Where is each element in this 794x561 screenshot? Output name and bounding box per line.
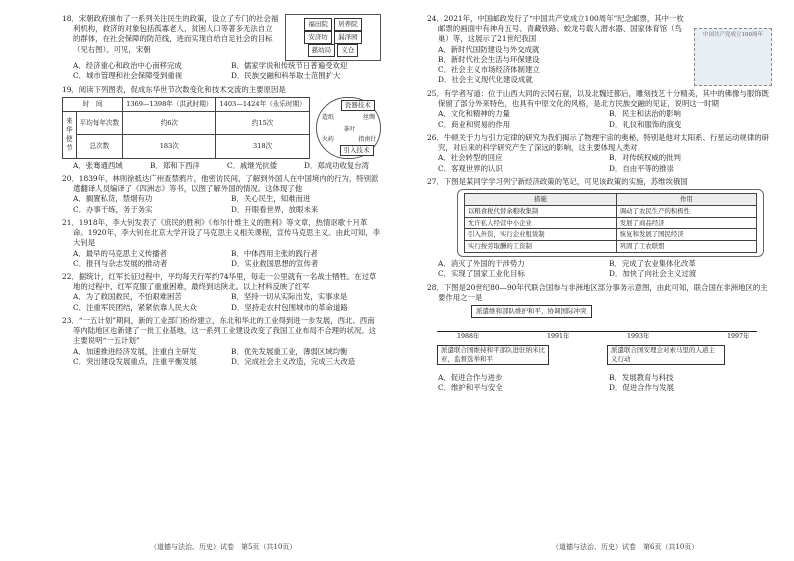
diagram-label: 茶叶 [343, 125, 356, 133]
diagram-box: 居养院 [334, 18, 362, 31]
option-b[interactable]: B．对传统权威的批判 [609, 153, 681, 163]
question-28-timeline [437, 305, 772, 371]
option-d[interactable]: D．实业救国思想的宣传者 [231, 258, 319, 268]
option-a[interactable]: A．加速推进经济发展，注重自主研发 [73, 346, 197, 356]
option-c[interactable]: C．客观世界的认识 [438, 163, 503, 173]
option-b[interactable]: B．优先发展重工业，薄弱区域均衡 [231, 346, 348, 356]
diagram-box: 安济坊 [304, 31, 332, 44]
option-c[interactable]: C．商业和贸易的作用 [438, 119, 511, 129]
question-27-stem: 27．下图是某同学学习列宁新经济政策的笔记，可见该政策的实施，苏维埃俄国 [427, 176, 688, 186]
question-22 [62, 272, 381, 313]
table-header: 措施 [465, 193, 617, 205]
diagram-box: 引入技术 [340, 145, 374, 156]
option-a[interactable]: A．社会转型的回应 [438, 153, 503, 163]
option-d[interactable]: D．坚持走农村包围城市的革命道路 [231, 302, 348, 312]
option-d[interactable]: D．完成社会主义改造，完成三大改造 [231, 356, 356, 366]
question-24-options [427, 45, 688, 86]
diagram-box: 福田院 [304, 18, 332, 31]
option-d[interactable]: D．开眼看世界，放眼未来 [231, 204, 319, 214]
diagram-label: 火药 [321, 135, 334, 143]
option-a[interactable]: A．经济重心和政治中心南移完成 [73, 61, 182, 71]
question-24 [427, 14, 772, 86]
option-c[interactable]: C．办事干练，务于务实 [73, 204, 153, 214]
question-26 [427, 133, 772, 174]
stamp-image [694, 28, 772, 86]
timeline-box-top: 派遣维和部队维护和平，协调国际冲突 [471, 305, 592, 318]
question-28 [427, 283, 772, 394]
question-23-stem: 23．“一五计划”期间，新的工业部门纷纷建立，东北和华北的工业得到进一步发展，西北、西南等内陆地区也新建了一批工业基地，这一系列工业建设改变了我国工业布局不合理的状况。这主要说明“一五计划” [62, 315, 377, 346]
option-b[interactable]: B．完成了农业集体化改革 [609, 259, 696, 269]
question-26-options [427, 153, 772, 173]
question-18-diagram [285, 14, 381, 61]
option-b[interactable]: B．坚持一切从实际出发，实事求是 [231, 292, 348, 302]
table-header: 1403—1424年（永乐时期） [216, 97, 309, 111]
question-18 [62, 14, 381, 82]
table-cell: 318次 [216, 135, 309, 158]
option-a[interactable]: A．新时代国防建设与外交成就 [438, 44, 540, 54]
timeline-year: 1997年 [727, 332, 750, 340]
question-27-table [464, 193, 757, 253]
table-cell: 实行按劳取酬的工资制 [465, 241, 617, 253]
option-b[interactable]: B．关心民生，知难而进 [231, 194, 311, 204]
option-b[interactable]: B．中体西用主张的践行者 [231, 248, 318, 258]
table-cell: 发展了商品经济 [616, 217, 756, 229]
table-cell: 约15次 [216, 112, 309, 135]
option-d[interactable]: D．郑成功收复台湾 [304, 160, 370, 170]
table-header: 时 间 [63, 97, 123, 111]
option-d[interactable]: D．自由平等的推崇 [609, 163, 675, 173]
table-cell: 以粮食税代替余粮收集制 [465, 205, 617, 217]
option-d[interactable]: D．加快了向社会主义过渡 [609, 269, 697, 279]
question-18-options [62, 61, 381, 81]
option-c[interactable]: C．戚继光抗倭 [227, 160, 277, 170]
question-24-stem: 24．2021年，中国邮政发行了“中国共产党成立100周年”纪念邮票，其中一枚邮票的画面中有神舟五号、青藏铁路、蛟龙号载人潜水器、国家体育馆（鸟巢）等，这展示了21世纪我国 [427, 14, 684, 44]
option-b[interactable]: B．新时代社会生活与环保建设 [438, 54, 540, 64]
page-footer: （道德与法治、历史）试卷 第6页（共10页） [552, 543, 699, 552]
table-cell: 巩固了工农联盟 [616, 241, 756, 253]
option-a[interactable]: A．为了救国救民，不怕艰难困苦 [73, 292, 182, 302]
table-header: 作用 [616, 193, 756, 205]
question-21-options [62, 249, 381, 269]
question-27-options [427, 259, 772, 279]
question-19 [62, 85, 381, 171]
timeline-box-right: 派遣联合国安理会对索马里的人道主义行动 [607, 345, 725, 365]
question-22-stem: 22．据统计，红军长征过程中，平均每天行军约74华里，每走一公里就有一名战士牺牲。在过草地的过程中，红军克服了重重困难，最终到达陕北。以上材料反映了红军 [62, 271, 377, 292]
question-25-options [427, 109, 772, 129]
option-d[interactable]: D．社会主义现代化建设成就 [438, 75, 533, 85]
table-header: 1369—1398年（洪武时期） [123, 97, 216, 111]
question-20-options [62, 194, 381, 214]
diagram-box: 漏泽园 [334, 31, 362, 44]
question-22-options [62, 292, 381, 312]
option-b[interactable]: B．儒家学说和传统节日普遍受欢迎 [231, 61, 348, 71]
table-cell: 调动了农民生产的积极性 [616, 205, 756, 217]
timeline-year: 1993年 [627, 332, 650, 340]
table-cell: 允许私人经营中小企业 [465, 217, 617, 229]
option-b[interactable]: B．民主和法治的影响 [609, 109, 681, 119]
table-cell: 总次数 [76, 135, 123, 158]
option-c[interactable]: C．实现了国家工业化目标 [438, 269, 525, 279]
question-23-options [62, 347, 381, 367]
option-c[interactable]: C．报刊与杂志发展的推动者 [73, 258, 168, 268]
question-26-stem: 26．牛顿关于力与引力定律的研究为我们揭示了物理宇宙的奥秘，特别是他对太阳系、行星运动规律的研究，对后来的科学研究产生了深远的影响，这主要体现人类对 [427, 132, 769, 153]
right-page [397, 0, 794, 561]
table-cell: 平均每年次数 [76, 112, 123, 135]
timeline-box-left: 派遣联合国维持和平部队进驻纳米比亚，监督选举和平 [437, 345, 549, 365]
option-c[interactable]: C．突出建设发展重点，注重平衡发展 [73, 356, 197, 366]
question-20 [62, 174, 381, 215]
question-28-stem: 28．下图是20世纪80—90年代联合国参与非洲地区部分事务示意图，由此可知，联合国在非洲地区的主要作用之一是 [427, 282, 768, 302]
stamp-caption: 中国共产党成立100周年 [703, 32, 763, 38]
question-25 [427, 89, 772, 130]
table-cell: 恢复和发展了国民经济 [616, 229, 756, 241]
question-19-stem: 19．阅读下列图表，促成东华世节次数变化和技术交流的主要原因是 [62, 84, 286, 94]
option-c[interactable]: C．社会主义市场经济体制建立 [438, 65, 540, 75]
option-b[interactable]: B．发展教育与科技 [609, 372, 674, 382]
question-23 [62, 316, 381, 367]
option-a[interactable]: A．文化和精神的力量 [438, 109, 510, 119]
option-c[interactable]: C．维护和平与安全 [438, 383, 503, 393]
option-d[interactable]: D．民族交融和科举取士范围扩大 [231, 71, 341, 81]
question-19-options [62, 161, 381, 171]
question-21 [62, 218, 381, 269]
option-a[interactable]: A．搁置私货，禁烟有功 [73, 194, 153, 204]
timeline-year: 1991年 [547, 332, 570, 340]
question-27 [427, 177, 772, 280]
diagram-label: 丝绸 [362, 113, 375, 121]
question-20-stem: 20．1839年，林则徐抵达广州查禁鸦片，他密访民间，了解到外国人在中国境内的行为，特别派遣翻译人员编译了《四洲志》等书，以图了解外国的情况。这体现了他 [62, 174, 379, 194]
diagram-label: 指南针 [358, 135, 377, 143]
table-cell: 约6次 [123, 112, 216, 135]
question-27-notebook [457, 189, 764, 257]
diagram-label: 造纸 [321, 113, 334, 121]
option-a[interactable]: A．张骞通西域 [73, 160, 123, 170]
question-18-stem: 18．宋朝政府颁布了一系列关注民生的政策，设立了专门的社会福利机构，救济的对象包括孤寡老人、贫困人口等著多无法自立的群体，在社会保障的防范线，进而实现自给自足社会的目标（见右图）。可见，宋朝 [62, 14, 279, 54]
option-a[interactable]: A．消灭了外国的干涉势力 [438, 259, 525, 269]
option-a[interactable]: A．最早的马克思主义传播者 [73, 248, 168, 258]
table-cell: 引入外资，实行企业租赁制 [465, 229, 617, 241]
table-cell: 183次 [123, 135, 216, 158]
option-c[interactable]: C．注重军民团结，紧紧依靠人民大众 [73, 302, 197, 312]
question-19-table [62, 97, 310, 159]
question-21-stem: 21．1918年，李大钊发表了《庶民的胜利》《布尔什维主义的胜利》等文章，热情讴歌十月革命。1920年，李大钊在北京大学开设了马克思主义相关课程，宣传马克思主义。由此可知，李大钊是 [62, 217, 381, 248]
question-25-stem: 25．有学者写道：位于山西大同的云冈石窟，以及北魏迁都后，雕刻技艺十分精美，其中的佛像与服饰既保留了部分外来特色，也具有中原文化的风格，是北方民族交融的见证，说明这一时期 [427, 89, 769, 109]
option-d[interactable]: D．礼仪和服饰的演变 [609, 119, 682, 129]
option-d[interactable]: D．促进合作与发展 [609, 383, 675, 393]
option-b[interactable]: B．郑和下西洋 [150, 160, 200, 170]
timeline-axis [437, 331, 757, 332]
option-c[interactable]: C．城市管理和社会保障受到重视 [73, 71, 183, 81]
table-row-label: 来华使节 [63, 112, 77, 159]
diagram-box: 瓷器技术 [341, 100, 375, 111]
question-19-diagram [316, 97, 381, 159]
question-28-options [427, 373, 772, 393]
diagram-box: 义仓 [337, 44, 358, 57]
option-a[interactable]: A．促进合作与进步 [438, 372, 503, 382]
timeline-year: 1988年 [457, 332, 480, 340]
page-footer: （道德与法治、历史）试卷 第5页（共10页） [150, 543, 297, 552]
diagram-box: 慈幼局 [308, 44, 336, 57]
